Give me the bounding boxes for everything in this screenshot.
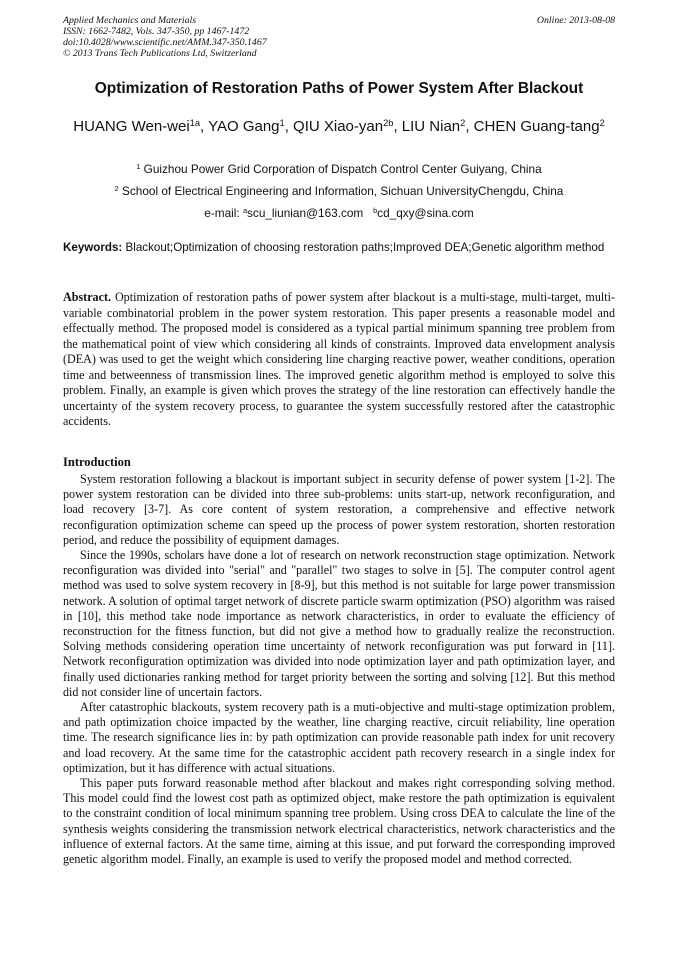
keywords: [63, 240, 615, 256]
affiliation-sup: 2: [114, 183, 119, 193]
paragraph: System restoration following a blackout is important subject in security defense of power system [1-2]. The power system restoration can be divided into three sub-problems: units start-up, network reconfiguration, and load recovery [3-7]. As core content of system restoration, a comprehensive and effective network reconfiguration optimization scheme can speed up the process of power system restoration, shorten restoration period, and reduce the possibility of equipment damages.: [63, 472, 615, 547]
author-name: HUANG Wen-wei: [73, 118, 190, 135]
author-sup: 2: [599, 117, 605, 128]
email-sup-a: a: [242, 205, 248, 215]
paper-title: Optimization of Restoration Paths of Power System After Blackout: [94, 80, 584, 97]
email-sup-b: b: [373, 205, 378, 215]
abstract: [63, 290, 615, 430]
affiliation-sup: 1: [136, 161, 141, 171]
email-label: e-mail:: [204, 206, 243, 220]
affiliation-text: Guizhou Power Grid Corporation of Dispatch Control Center Guiyang, China: [143, 162, 542, 176]
paragraph: After catastrophic blackouts, system recovery path is a muti-objective and multi-stage optimization problem, and path optimization choice impacted by the weather, line charging reactive, circuit reliability, line operation time. The research significance lies in: by path optimization can provide reasonable path index for unit recovery and load recovery. At the same time for the catastrophic accident path recovery research in a single index for optimization, but it has difference with actual situations.: [63, 700, 615, 775]
author-list: HUANG Wen-wei$^{1a}$, YAO Gang$^1$, QIU Xiao-yan$^{2b}$, LIU Nian$^2$, CHEN Guang-tang$^2$: [73, 117, 605, 135]
abstract-text: Optimization of restoration paths of power system after blackout is a multi-stage, multi-target, multi-variable combinatorial problem in the power system restoration. This paper presents a reasonable model and effectually method. The proposed model is considered as a typical partial minimum spanning tree problem from the mathematical point of view which considering all kinds of constraints. Improved data envelopment analysis (DEA) was used to get the weight which considering line charging reactive power, weather conditions, operation time and betweenness of transmission lines. The improved genetic algorithm method is employed to solve this problem. Finally, an example is given which proves the strategy of the line restoration can effectively handle the uncertainty of the system recovery process, to guarantee the system successfully restored after the catastrophic accidents.: [63, 290, 615, 428]
introduction-body: [63, 472, 615, 867]
journal-copyright: © 2013 Trans Tech Publications Ltd, Switzerland: [63, 48, 257, 59]
keywords-label: Keywords:: [63, 241, 123, 254]
affiliation-1: [63, 162, 615, 176]
author-sup: 1a: [189, 117, 201, 128]
author-name: CHEN Guang-tang: [473, 118, 600, 135]
author-sup: 1: [279, 117, 285, 128]
affiliation-text: School of Electrical Engineering and Information, Sichuan UniversityChengdu, China: [122, 184, 564, 198]
journal-issn: ISSN: 1662-7482, Vols. 347-350, pp 1467-1472: [63, 26, 250, 37]
author-sup: 2b: [383, 117, 394, 128]
email-line: [63, 206, 615, 220]
author-name: QIU Xiao-yan: [293, 118, 384, 135]
author-name: YAO Gang: [208, 118, 280, 135]
paragraph: Since the 1990s, scholars have done a lot of research on network reconstruction stage optimization. Network reconfiguration was divided into "serial" and "parallel" two stages to solve in [5]. The computer control agent method was used to solve system recovery in [8-9], but this method is not suitable for large power transmission network. A solution of optimal target network of discrete particle swarm optimization (PSO) algorithm was raised in [10], this method take node importance as network characteristics, in order to evaluate the efficiency of reconstruction for the fitness function, but did not give a method how to gradually realize the reconstruction. Solving methods considering operation time uncertainty of network reconfiguration was put forward in [11]. Network reconfiguration optimization was divided into node optimization layer and path optimization layer, and finally used dictionaries ranking method for target priority between the sorting and solving [12]. But this method did not consider line of uncertain factors.: [63, 548, 615, 699]
paragraph: This paper puts forward reasonable method after blackout and makes right corresponding solving method. This model could find the lowest cost path as optimized object, make restore the path optimization is equivalent to the constraint condition of local minimum spanning tree problem. Using cross DEA to calculate the line of the synthesis weights considering the transmission network electrical characteristics, network characteristics and the influence of external factors. At the same time, aiming at this issue, and put forward the corresponding improved genetic algorithm model. Finally, an example is used to verify the proposed model and method corrected.: [63, 776, 615, 867]
journal-doi: doi:10.4028/www.scientific.net/AMM.347-350.1467: [63, 37, 267, 48]
journal-name: Applied Mechanics and Materials: [63, 15, 197, 26]
email-link-a[interactable]: scu_liunian@163.com: [247, 206, 364, 220]
affiliation-2: [63, 184, 615, 198]
section-heading-introduction: Introduction: [63, 455, 131, 469]
author-sup: 2: [460, 117, 466, 128]
keywords-text: Blackout;Optimization of choosing restoration paths;Improved DEA;Genetic algorithm method: [125, 241, 605, 254]
online-date: Online: 2013-08-08: [536, 15, 615, 26]
author-name: LIU Nian: [401, 118, 461, 135]
journal-header: [63, 15, 615, 59]
email-link-b[interactable]: cd_qxy@sina.com: [377, 206, 474, 220]
abstract-label: Abstract.: [63, 290, 112, 304]
